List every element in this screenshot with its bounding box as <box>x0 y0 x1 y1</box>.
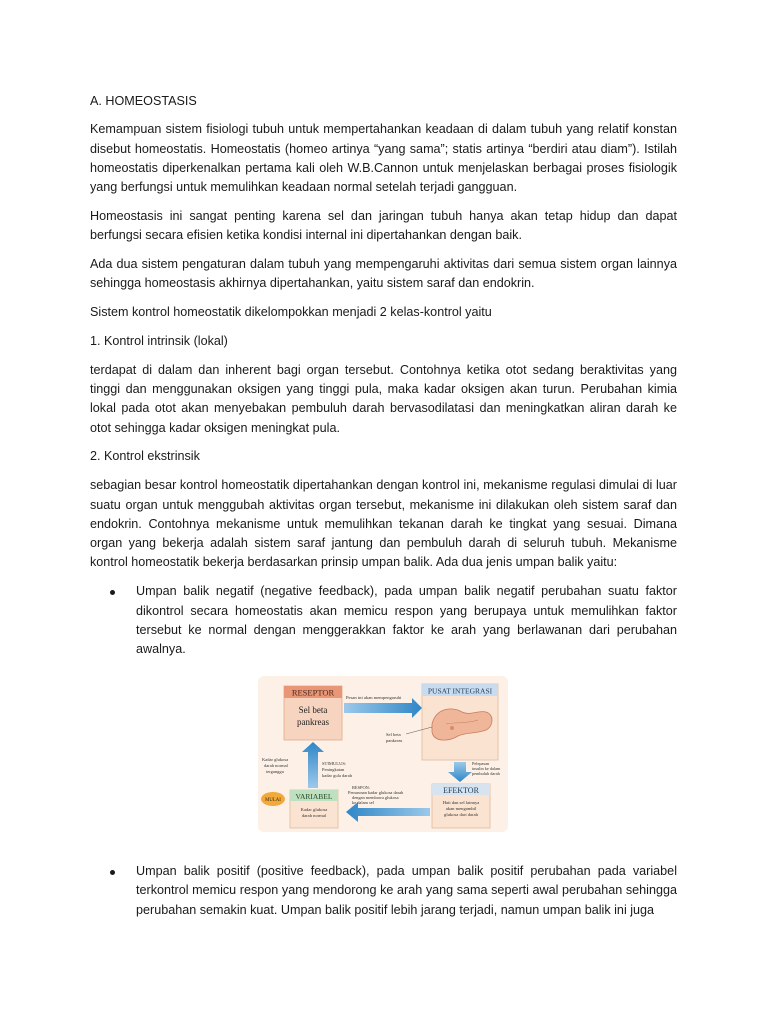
subheading-extrinsic: 2. Kontrol ekstrinsik <box>90 449 200 464</box>
reseptor-body-1: Sel beta <box>298 705 328 715</box>
sel-beta-note-2: pankreas <box>386 738 403 743</box>
efektor-body-1: Hati dan sel lainnya <box>442 800 480 805</box>
reseptor-title: RESEPTOR <box>291 687 335 698</box>
stimulus-1: STIMULUS: <box>322 761 347 766</box>
sel-beta-note-1: Sel beta <box>386 732 401 737</box>
feedback-diagram <box>256 672 510 836</box>
right-note-1: Pelepasan <box>472 761 490 766</box>
reseptor-box <box>284 686 342 740</box>
stimulus-2: Peningkatan <box>322 767 345 772</box>
respon-3: dengan membawa glukosa <box>352 795 399 800</box>
reseptor-body-2: pankreas <box>297 717 329 727</box>
bullet-text: Umpan balik negatif (negative feedback), pada umpan balik negatif perubahan suatu faktor dikontrol secara homeostatis akan memicu respon yang berupaya untuk memulihkan faktor tersebut ke normal dengan menggerakkan faktor ke arah yang berlawanan dari perubahan awalnya. <box>136 584 677 657</box>
paragraph: terdapat di dalam dan inherent bagi organ tersebut. Contohnya ketika otot sedang beraktivitas yang tinggi dan menggunakan oksigen yang tinggi pula, maka kadar oksigen akan turun. Perubahan kimia lokal pada otot akan menyebakan pembuluh darah bervasodilatasi dan meningkatkan aliran darah ke otot sehingga kadar oksigen meningkat pula. <box>90 362 677 435</box>
paragraph: Homeostasis ini sangat penting karena sel dan jaringan tubuh hanya akan tetap hidup dan dapat berfungsi secara efisien ketika kondisi internal ini dipertahankan dengan baik. <box>90 208 677 243</box>
paragraph: sebagian besar kontrol homeostatik dipertahankan dengan kontrol ini, mekanisme regulasi dimulai di luar suatu organ untuk menggubah aktivitas organ tersebut, mekanisme ini dilakukan oleh sistem saraf dan endokrin. Contohnya mekanisme untuk memulihkan tekanan darah ke tingkat yang sesuai. Dimana organ yang bekerja adalah sistem saraf jantung dan pembuluh darah di seluruh tubuh. Mekanisme kontrol homeostatik bekerja berdasarkan prinsip umpan balik. Ada dua jenis umpan balik yaitu: <box>90 478 677 570</box>
bullet-icon <box>110 870 115 875</box>
respon-1: RESPON: <box>352 785 371 790</box>
efektor-title: EFEKTOR <box>443 786 479 795</box>
variabel-title: VARIABEL <box>295 792 333 801</box>
left-note-3: terganggu <box>266 769 284 774</box>
document-page <box>90 92 677 669</box>
bullet-text: Umpan balik positif (positive feedback), pada umpan balik positif perubahan pada variabel terkontrol memicu respon yang mendorong ke arah yang sama seperti awal perubahan sehingga perubahan semakin kuat. Umpan balik positif lebih jarang terjadi, namun umpan balik ini juga <box>136 864 677 917</box>
pusat-integrasi-box <box>422 684 498 760</box>
right-note-2: insulin ke dalam <box>472 766 501 771</box>
efektor-box <box>432 784 490 828</box>
bullet-list-continued <box>90 862 677 929</box>
respon-4: ke dalam sel <box>352 800 374 805</box>
paragraph: Sistem kontrol homeostatik dikelompokkan menjadi 2 kelas-kontrol yaitu <box>90 305 492 320</box>
bullet-icon <box>110 590 115 595</box>
respon-2: Penurunan kadar glukosa darah <box>348 790 404 795</box>
paragraph: Kemampuan sistem fisiologi tubuh untuk mempertahankan keadaan di dalam tubuh yang relatif konstan disebut homeostatis. Homeostatis (homeo artinya “yang sama”; statis artinya “berdiri atau diam”). Istilah homeostatis diperkenalkan pertama kali oleh W.B.Cannon untuk menjelaskan berbagai proses fisiologik yang berfungsi untuk memulihkan keadaan normal setelah terjadi gangguan. <box>90 122 677 195</box>
left-note-1: Kadar glukosa <box>262 757 289 762</box>
section-heading: A. HOMEOSTASIS <box>90 94 197 108</box>
pusat-title: PUSAT INTEGRASI <box>427 686 493 696</box>
top-arrow-label: Pesan ini akan mempengaruhi <box>346 695 402 700</box>
efektor-body-3: glukosa dari darah <box>444 812 478 817</box>
right-note-3: pembuluh darah <box>472 771 500 776</box>
mulai-label: MULAI <box>265 798 281 803</box>
subheading-intrinsic: 1. Kontrol intrinsik (lokal) <box>90 333 228 348</box>
list-item <box>90 862 677 920</box>
stimulus-3: kadar gula darah <box>322 773 352 778</box>
left-note-2: darah normal <box>264 763 288 768</box>
efektor-body-2: akan mengambil <box>445 806 477 811</box>
variabel-body-2: darah normal <box>301 813 327 818</box>
mulai-marker <box>261 792 285 806</box>
feedback-diagram-svg <box>256 672 510 836</box>
variabel-body-1: Kadar glukosa <box>300 807 328 812</box>
bullet-list <box>90 582 677 659</box>
paragraph: Ada dua sistem pengaturan dalam tubuh yang mempengaruhi aktivitas dari semua sistem organ lainnya sehingga homeostasis akhirnya dipertahankan, yaitu sistem saraf dan endokrin. <box>90 257 677 291</box>
list-item <box>90 582 677 659</box>
variabel-box <box>290 790 338 828</box>
